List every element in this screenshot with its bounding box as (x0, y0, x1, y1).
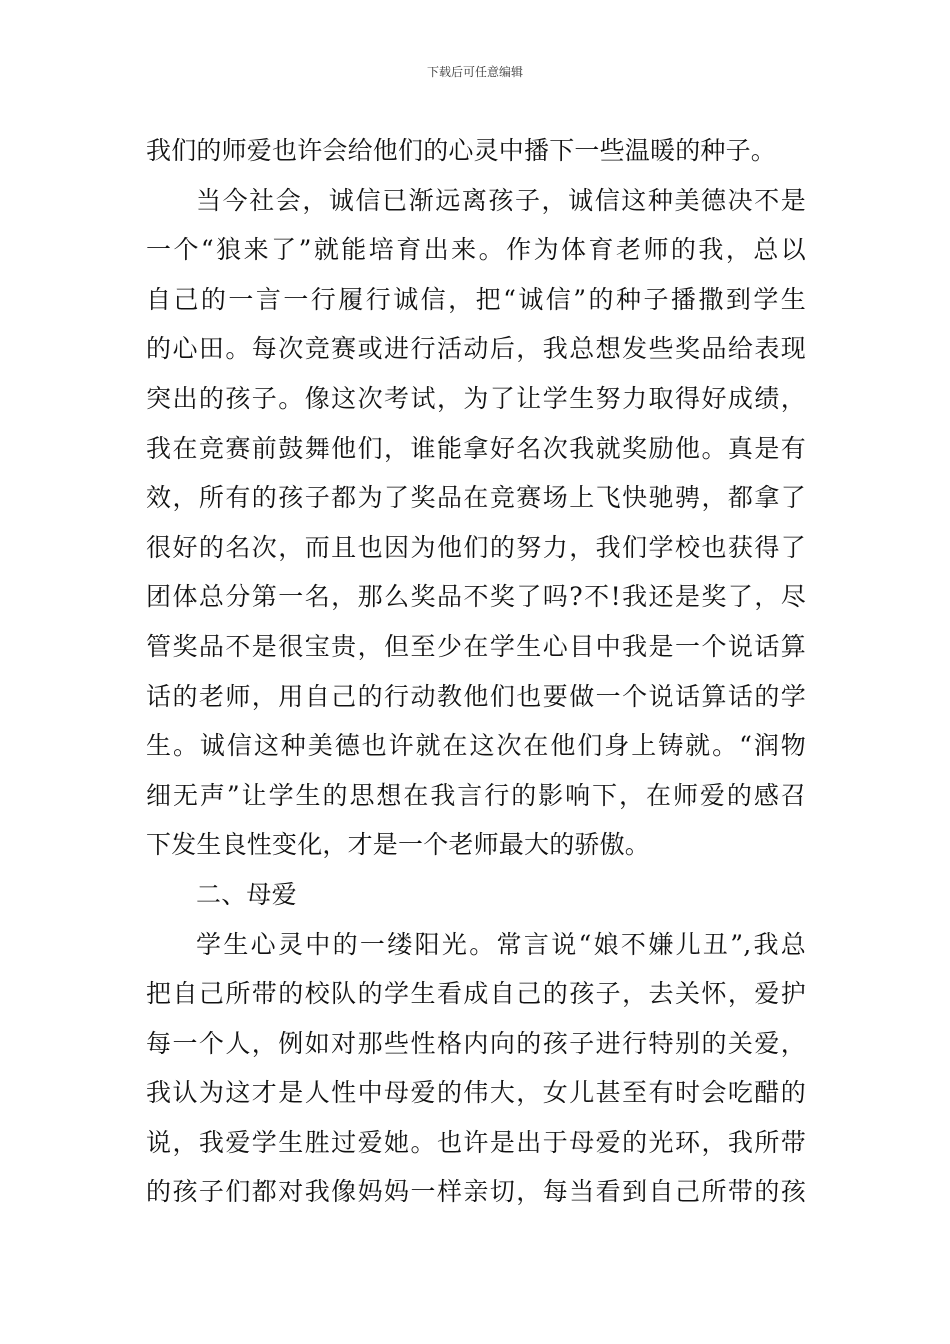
text-line: 每一个人，例如对那些性格内向的孩子进行特别的关爱， (146, 1028, 806, 1058)
text-line: 我认为这才是人性中母爱的伟大，女儿甚至有时会吃醋的 (146, 1078, 806, 1108)
text-line: 细无声”让学生的思想在我言行的影响下，在师爱的感召 (146, 780, 806, 810)
text-line: 话的老师，用自己的行动教他们也要做一个说话算话的学 (146, 681, 806, 711)
text-line: 团体总分第一名，那么奖品不奖了吗?不!我还是奖了，尽 (146, 582, 806, 612)
text-line: 二、母爱 (196, 879, 297, 909)
text-line: 我在竞赛前鼓舞他们，谁能拿好名次我就奖励他。真是有 (146, 433, 806, 463)
text-line: 自己的一言一行履行诚信，把“诚信”的种子播撒到学生 (146, 284, 806, 314)
text-line: 一个“狼来了”就能培育出来。作为体育老师的我，总以 (146, 235, 806, 265)
text-line: 当今社会，诚信已渐远离孩子，诚信这种美德决不是 (196, 185, 806, 215)
text-line: 的孩子们都对我像妈妈一样亲切，每当看到自己所带的孩 (146, 1177, 806, 1207)
text-line: 把自己所带的校队的学生看成自己的孩子，去关怀，爱护 (146, 979, 806, 1009)
text-line: 学生心灵中的一缕阳光。常言说“娘不嫌儿丑”,我总 (196, 929, 806, 959)
text-line: 突出的孩子。像这次考试，为了让学生努力取得好成绩， (146, 383, 806, 413)
text-line: 我们的师爱也许会给他们的心灵中播下一些温暖的种子。 (146, 136, 777, 165)
text-line: 管奖品不是很宝贵，但至少在学生心目中我是一个说话算 (146, 631, 806, 661)
text-line: 下发生良性变化，才是一个老师最大的骄傲。 (146, 830, 651, 860)
text-line: 很好的名次，而且也因为他们的努力，我们学校也获得了 (146, 532, 806, 562)
text-line: 说，我爱学生胜过爱她。也许是出于母爱的光环，我所带 (146, 1127, 806, 1157)
text-line: 生。诚信这种美德也许就在这次在他们身上铸就。“润物 (146, 731, 806, 761)
text-line: 的心田。每次竞赛或进行活动后，我总想发些奖品给表现 (146, 334, 806, 364)
text-line: 效，所有的孩子都为了奖品在竞赛场上飞快驰骋，都拿了 (146, 483, 806, 513)
page-header: 下载后可任意编辑 (426, 65, 523, 79)
document-body (146, 126, 806, 1217)
